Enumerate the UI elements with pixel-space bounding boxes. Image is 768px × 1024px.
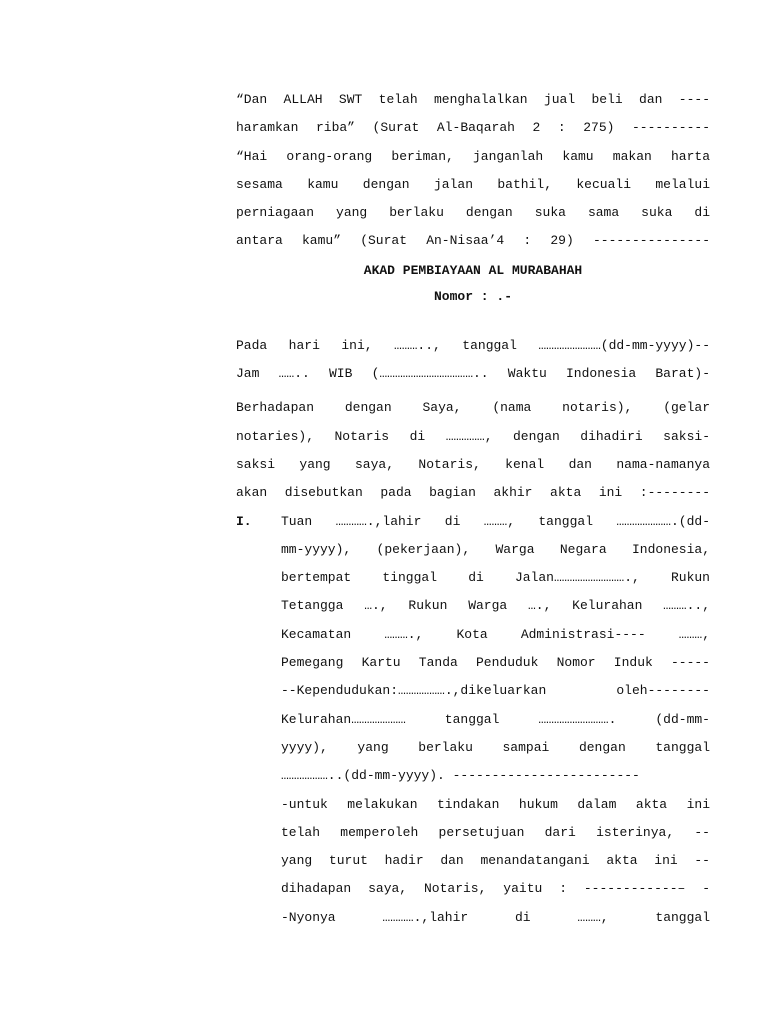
appearance-line: notaries), Notaris di ……………, dengan dihadiri saksi- xyxy=(236,428,710,444)
quote-line: perniagaan yang berlaku dengan suka sama suka di xyxy=(236,205,710,221)
appearance-paragraph xyxy=(236,394,710,507)
party-line: yang turut hadir dan menandatangani akta ini -- xyxy=(281,853,710,869)
quote-line: “Hai orang-orang beriman, janganlah kamu makan harta xyxy=(236,148,710,164)
opening-paragraph xyxy=(236,332,710,389)
quote-line: haramkan riba” (Surat Al-Baqarah 2 : 275) ---------- xyxy=(236,120,710,136)
party-one-section xyxy=(236,508,710,932)
party-line: Kecamatan ………., Kota Administrasi---- ………, xyxy=(281,626,710,642)
deed-title: AKAD PEMBIAYAAN AL MURABAHAH xyxy=(363,262,583,278)
party-line: Tuan ………….,lahir di ………, tanggal ………………….(dd- xyxy=(281,513,710,529)
item-number: I. xyxy=(236,513,252,529)
appearance-line: Berhadapan dengan Saya, (nama notaris), (gelar xyxy=(236,400,710,416)
party-line: yyyy), yang berlaku sampai dengan tanggal xyxy=(281,739,710,755)
quote-line: “Dan ALLAH SWT telah menghalalkan jual beli dan ---- xyxy=(236,92,710,107)
party-line: bertempat tinggal di Jalan………………………., Rukun xyxy=(281,570,710,586)
party-line: telah memperoleh persetujuan dari isterinya, -- xyxy=(281,824,710,840)
party-line: Tetangga …., Rukun Warga …., Kelurahan ……….., xyxy=(281,598,710,614)
opening-line: Jam …….. WIB (……………………………….. Waktu Indonesia Barat)- xyxy=(236,366,710,382)
quote-line: sesama kamu dengan jalan bathil, kecuali melalui xyxy=(236,176,710,192)
quote-line: antara kamu” (Surat An-Nisaa’4 : 29) --------------- xyxy=(236,233,710,249)
appearance-line: akan disebutkan pada bagian akhir akta ini :-------- xyxy=(236,485,710,501)
appearance-line: saksi yang saya, Notaris, kenal dan nama-namanya xyxy=(236,456,710,472)
party-line: --Kependudukan:……………….,dikeluarkan oleh-------- xyxy=(281,683,710,699)
opening-quote xyxy=(236,86,710,256)
party-line: ………………..(dd-mm-yyyy). ------------------------ xyxy=(281,768,640,784)
deed-number: Nomor : .- xyxy=(433,288,512,304)
opening-line: Pada hari ini, ……….., tanggal ……………………(dd-mm-yyyy)-- xyxy=(236,337,710,353)
party-line: -untuk melakukan tindakan hukum dalam akta ini xyxy=(281,796,710,812)
document-page xyxy=(236,86,710,932)
party-line: Pemegang Kartu Tanda Penduduk Nomor Induk ----- xyxy=(281,655,710,671)
party-line: dihadapan saya, Notaris, yaitu : ------------– - xyxy=(281,881,710,897)
party-line: Kelurahan………………… tanggal ………………………. (dd-mm- xyxy=(281,711,710,727)
party-line: -Nyonya ………….,lahir di ………, tanggal xyxy=(281,909,710,925)
party-line: mm-yyyy), (pekerjaan), Warga Negara Indonesia, xyxy=(281,541,710,557)
